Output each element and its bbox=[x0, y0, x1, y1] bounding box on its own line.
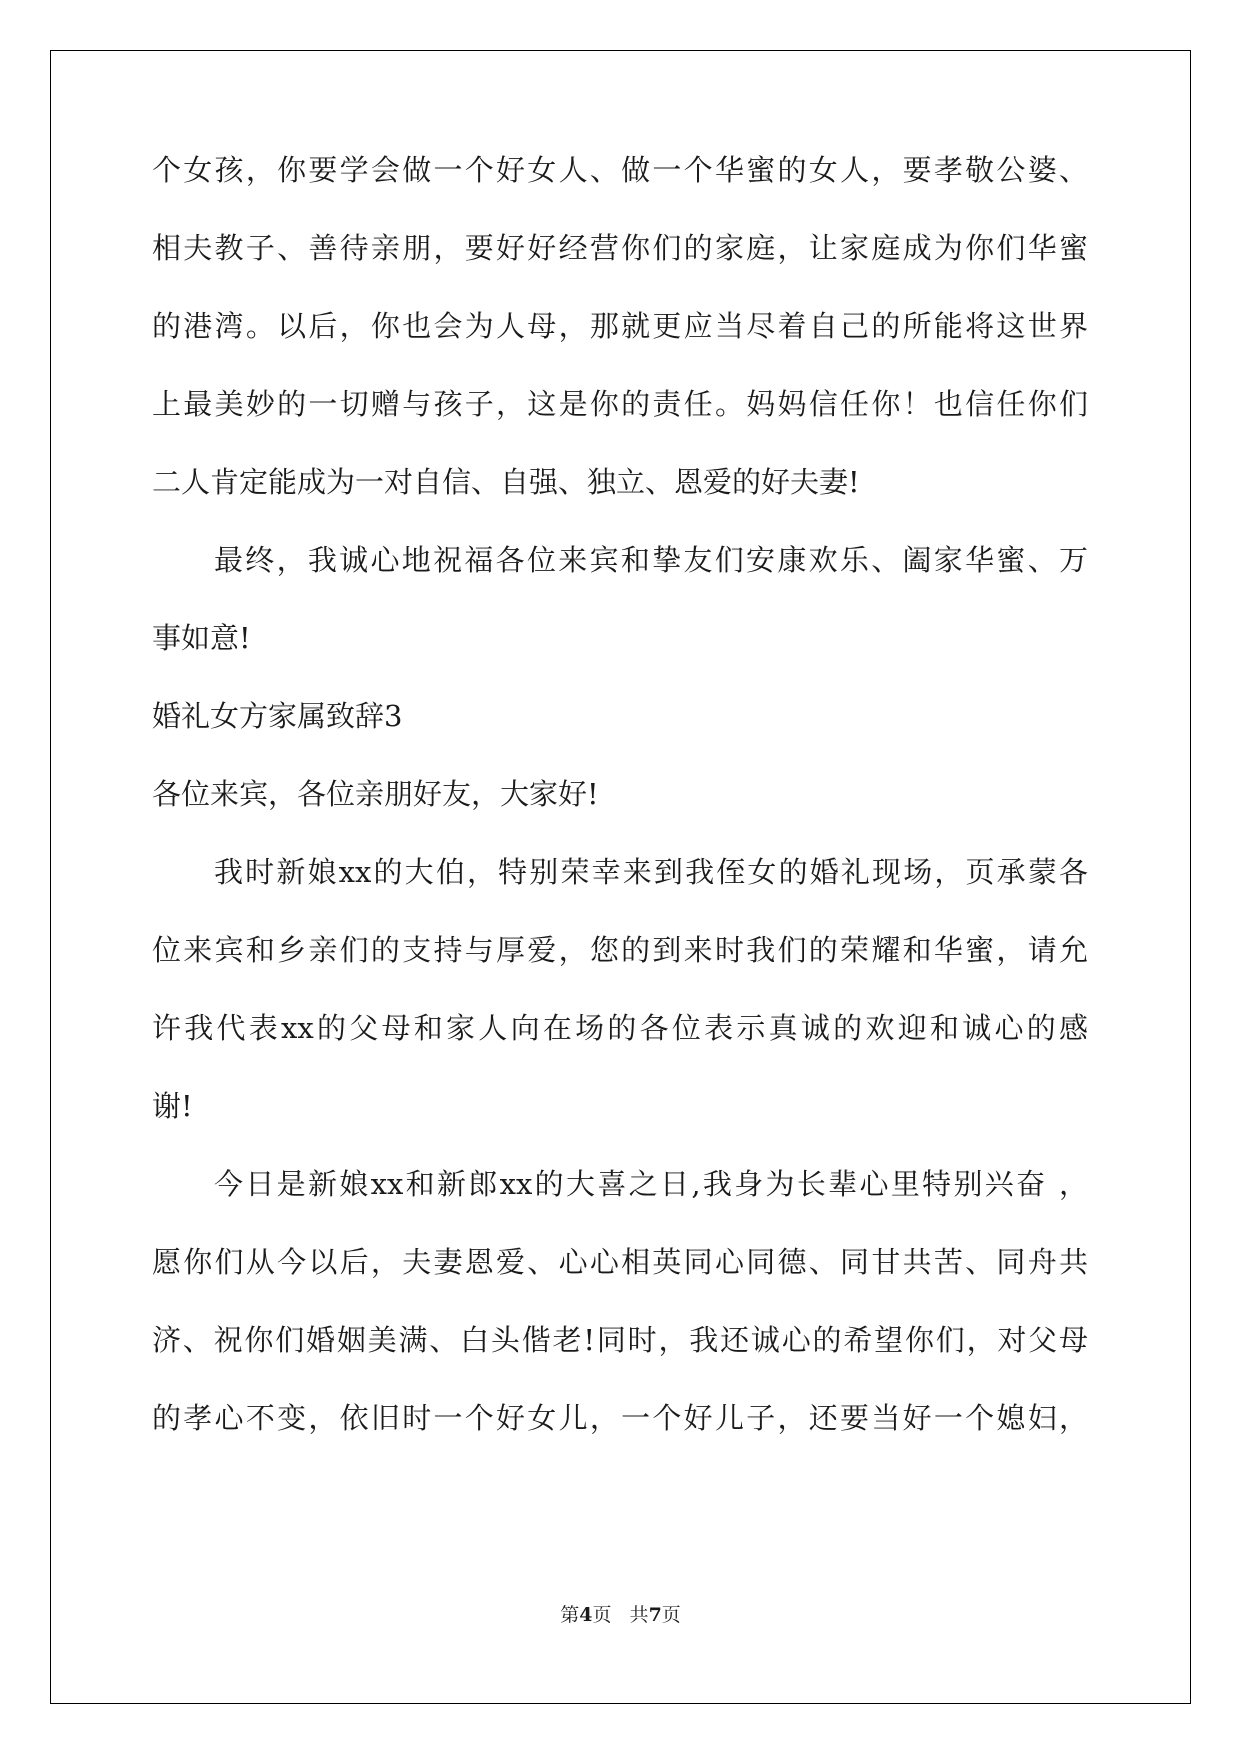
text-line-7: 事如意! bbox=[152, 621, 251, 655]
text-line-6: 最终，我诚心地祝福各位来宾和挚友们安康欢乐、阖家华蜜、万 bbox=[214, 543, 1088, 577]
greeting-line: 各位来宾，各位亲朋好友，大家好! bbox=[152, 777, 599, 811]
text-line-2: 相夫教子、善待亲朋，要好好经营你们的家庭，让家庭成为你们华蜜 bbox=[152, 231, 1088, 265]
footer-suffix: 页 bbox=[661, 1604, 681, 1626]
section-heading: 婚礼女方家属致辞3 bbox=[152, 699, 403, 733]
footer-prefix: 第 bbox=[560, 1604, 580, 1626]
text-line-4: 上最美妙的一切赠与孩子，这是你的责任。妈妈信任你！也信任你们 bbox=[152, 387, 1088, 421]
text-line-5: 二人肯定能成为一对自信、自强、独立、恩爱的好夫妻! bbox=[152, 465, 860, 499]
text-line-16: 济、祝你们婚姻美满、白头偕老!同时，我还诚心的希望你们，对父母 bbox=[152, 1323, 1088, 1357]
page-footer bbox=[0, 1600, 1241, 1627]
footer-mid: 页 共 bbox=[592, 1604, 649, 1626]
text-line-14: 今日是新娘xx和新郎xx的大喜之日,我身为长辈心里特别兴奋 ， bbox=[214, 1167, 1088, 1201]
text-line-3: 的港湾。以后，你也会为人母，那就更应当尽着自己的所能将这世界 bbox=[152, 309, 1088, 343]
text-line-12: 许我代表xx的父母和家人向在场的各位表示真诚的欢迎和诚心的感 bbox=[152, 1011, 1088, 1045]
text-line-13: 谢! bbox=[152, 1089, 193, 1123]
text-line-11: 位来宾和乡亲们的支持与厚爱，您的到来时我们的荣耀和华蜜，请允 bbox=[152, 933, 1088, 967]
text-line-1: 个女孩，你要学会做一个好女人、做一个华蜜的女人，要孝敬公婆、 bbox=[152, 153, 1088, 187]
footer-total-pages: 7 bbox=[648, 1604, 662, 1626]
text-line-17: 的孝心不变，依旧时一个好女儿，一个好儿子，还要当好一个媳妇， bbox=[152, 1401, 1088, 1435]
text-line-10: 我时新娘xx的大伯，特别荣幸来到我侄女的婚礼现场，页承蒙各 bbox=[214, 855, 1088, 889]
footer-current-page: 4 bbox=[579, 1604, 593, 1626]
text-line-15: 愿你们从今以后，夫妻恩爱、心心相英同心同德、同甘共苦、同舟共 bbox=[152, 1245, 1088, 1279]
